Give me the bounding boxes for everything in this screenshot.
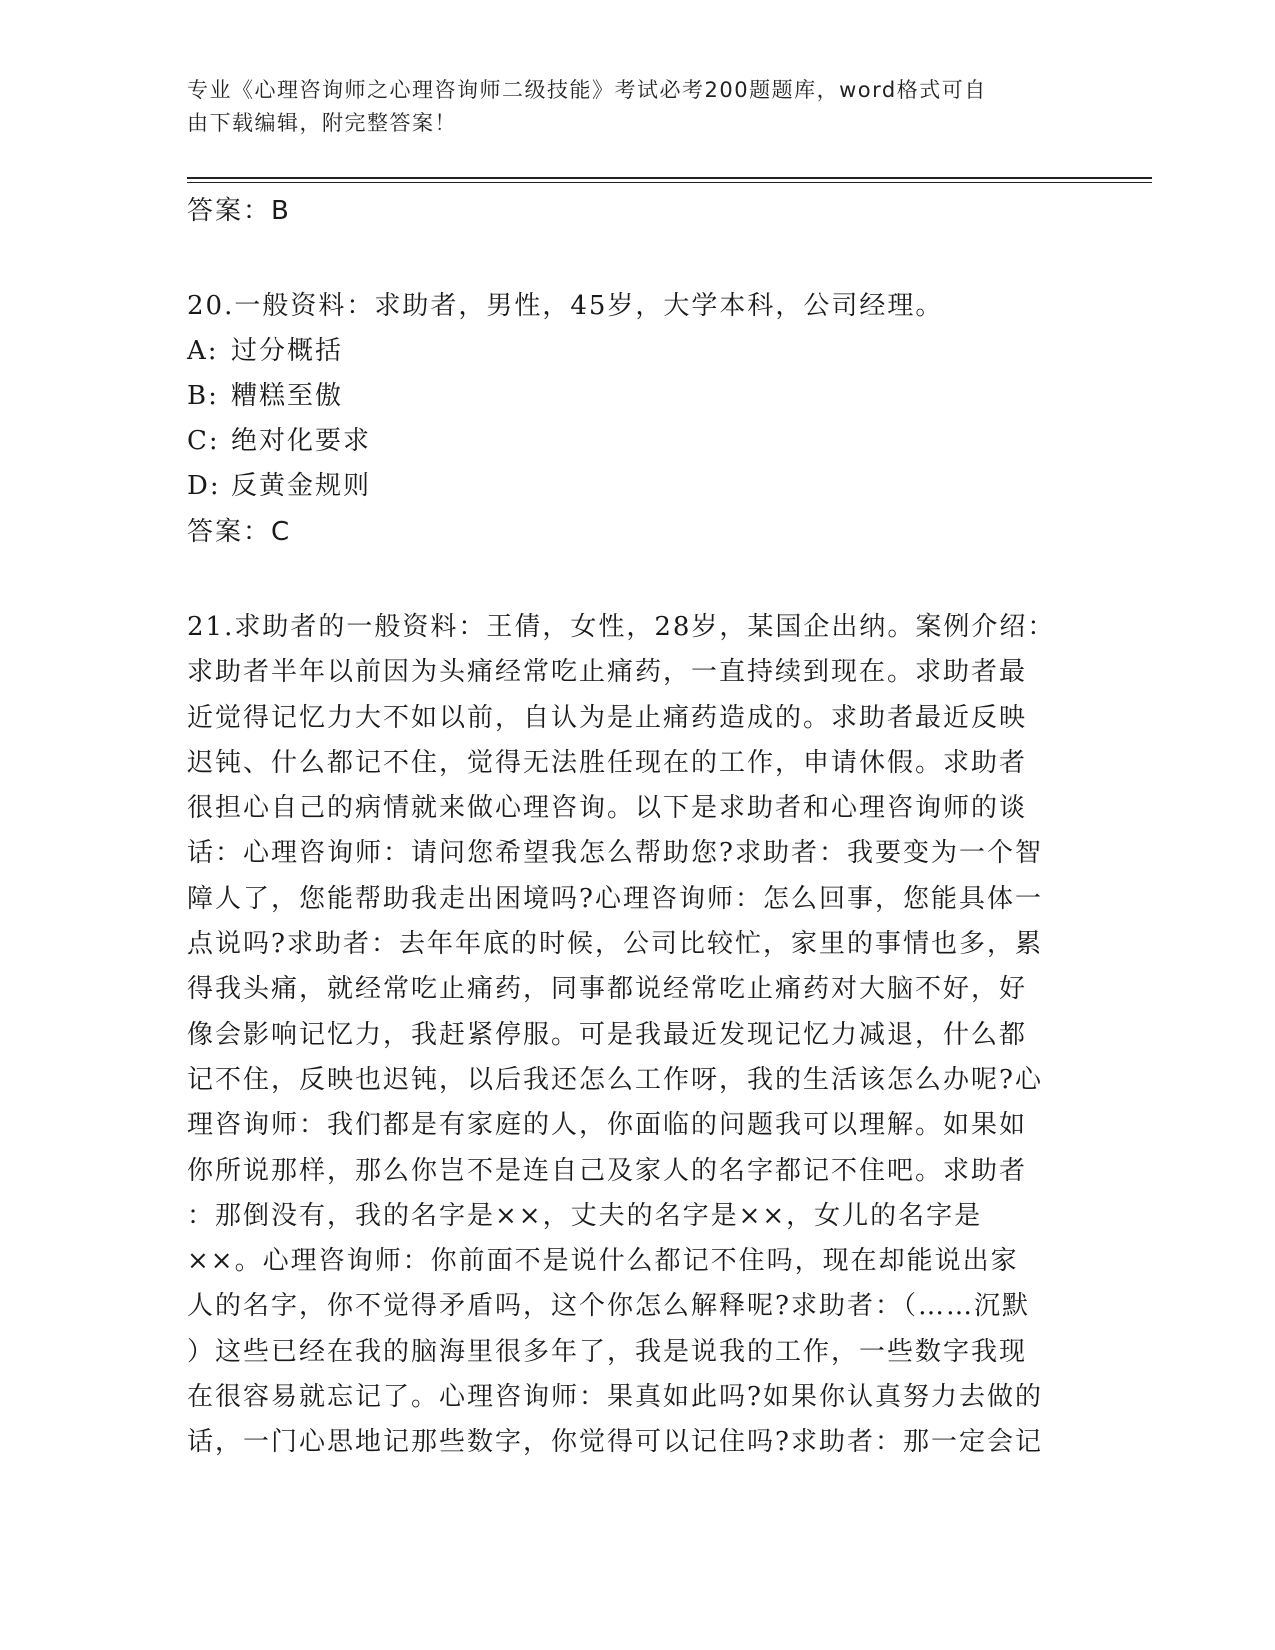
answer-previous-question: 答案：B xyxy=(187,196,291,226)
question-20-option-a xyxy=(187,329,1067,374)
option-key: C: xyxy=(187,426,220,456)
question-20-answer: 答案：C xyxy=(187,517,292,547)
question-21-line: ）这些已经在我的脑海里很多年了，我是说我的工作，一些数字我现 xyxy=(187,1336,1028,1367)
question-21-line: 理咨询师：我们都是有家庭的人，你面临的问题我可以理解。如果如 xyxy=(187,1110,1028,1141)
question-21-line: 话：心理咨询师：请问您希望我怎么帮助您?求助者：我要变为一个智 xyxy=(187,838,1043,869)
question-21-line: 很担心自己的病情就来做心理咨询。以下是求助者和心理咨询师的谈 xyxy=(187,793,1028,824)
page-header xyxy=(187,74,1067,140)
question-20-option-c xyxy=(187,419,1067,464)
document-body xyxy=(187,188,1067,1466)
question-21-line: ××。心理咨询师：你前面不是说什么都记不住吗，现在却能说出家 xyxy=(187,1246,1019,1277)
option-key: D: xyxy=(187,471,221,501)
question-21-line: 像会影响记忆力，我赶紧停服。可是我最近发现记忆力减退，什么都 xyxy=(187,1019,1028,1050)
question-21-line: 得我头痛，就经常吃止痛药，同事都说经常吃止痛药对大脑不好，好 xyxy=(187,974,1028,1005)
question-21-line: 求助者半年以前因为头痛经常吃止痛药，一直持续到现在。求助者最 xyxy=(187,657,1028,688)
question-21-line: 在很容易就忘记了。心理咨询师：果真如此吗?如果你认真努力去做的 xyxy=(187,1382,1043,1413)
question-21-line: 迟钝、什么都记不住，觉得无法胜任现在的工作，申请休假。求助者 xyxy=(187,747,1028,778)
question-21-line: 你所说那样，那么你岂不是连自己及家人的名字都记不住吧。求助者 xyxy=(187,1155,1028,1186)
question-20-option-d xyxy=(187,464,1067,509)
question-21-line: 人的名字，你不觉得矛盾吗，这个你怎么解释呢?求助者：（……沉默 xyxy=(187,1291,1030,1322)
header-title-line-1: 专业《心理咨询师之心理咨询师二级技能》考试必考200题题库，word格式可自 xyxy=(187,78,987,102)
option-text: 糟糕至傲 xyxy=(231,381,344,411)
question-21-line: 障人了，您能帮助我走出困境吗?心理咨询师：怎么回事，您能具体一 xyxy=(187,883,1043,914)
question-20-stem: 20.一般资料：求助者，男性，45岁，大学本科，公司经理。 xyxy=(187,291,944,321)
option-key: A: xyxy=(187,336,219,366)
question-21-line: 点说吗?求助者：去年年底的时候，公司比较忙，家里的事情也多，累 xyxy=(187,929,1043,960)
option-text: 反黄金规则 xyxy=(231,471,372,501)
option-text: 过分概括 xyxy=(231,336,344,366)
question-21 xyxy=(187,605,1067,1466)
header-rule-thin xyxy=(187,182,1152,183)
question-21-line: 话，一门心思地记那些数字，你觉得可以记住吗?求助者：那一定会记 xyxy=(187,1427,1043,1458)
question-21-line: ：那倒没有，我的名字是××，丈夫的名字是××，女儿的名字是 xyxy=(187,1200,983,1231)
option-key: B: xyxy=(187,381,219,411)
question-21-line: 21.求助者的一般资料：王倩，女性，28岁，某国企出纳。案例介绍： xyxy=(187,612,1056,642)
header-title-line-2: 由下载编辑，附完整答案！ xyxy=(187,111,457,135)
question-21-line: 近觉得记忆力大不如以前，自认为是止痛药造成的。求助者最近反映 xyxy=(187,702,1028,733)
spacer xyxy=(187,555,1067,605)
question-20 xyxy=(187,284,1067,555)
question-21-line: 记不住，反映也迟钝，以后我还怎么工作呀，我的生活该怎么办呢?心 xyxy=(187,1064,1043,1095)
spacer xyxy=(187,234,1067,284)
header-rule-thick xyxy=(187,177,1152,179)
option-text: 绝对化要求 xyxy=(231,426,372,456)
question-20-option-b xyxy=(187,374,1067,419)
